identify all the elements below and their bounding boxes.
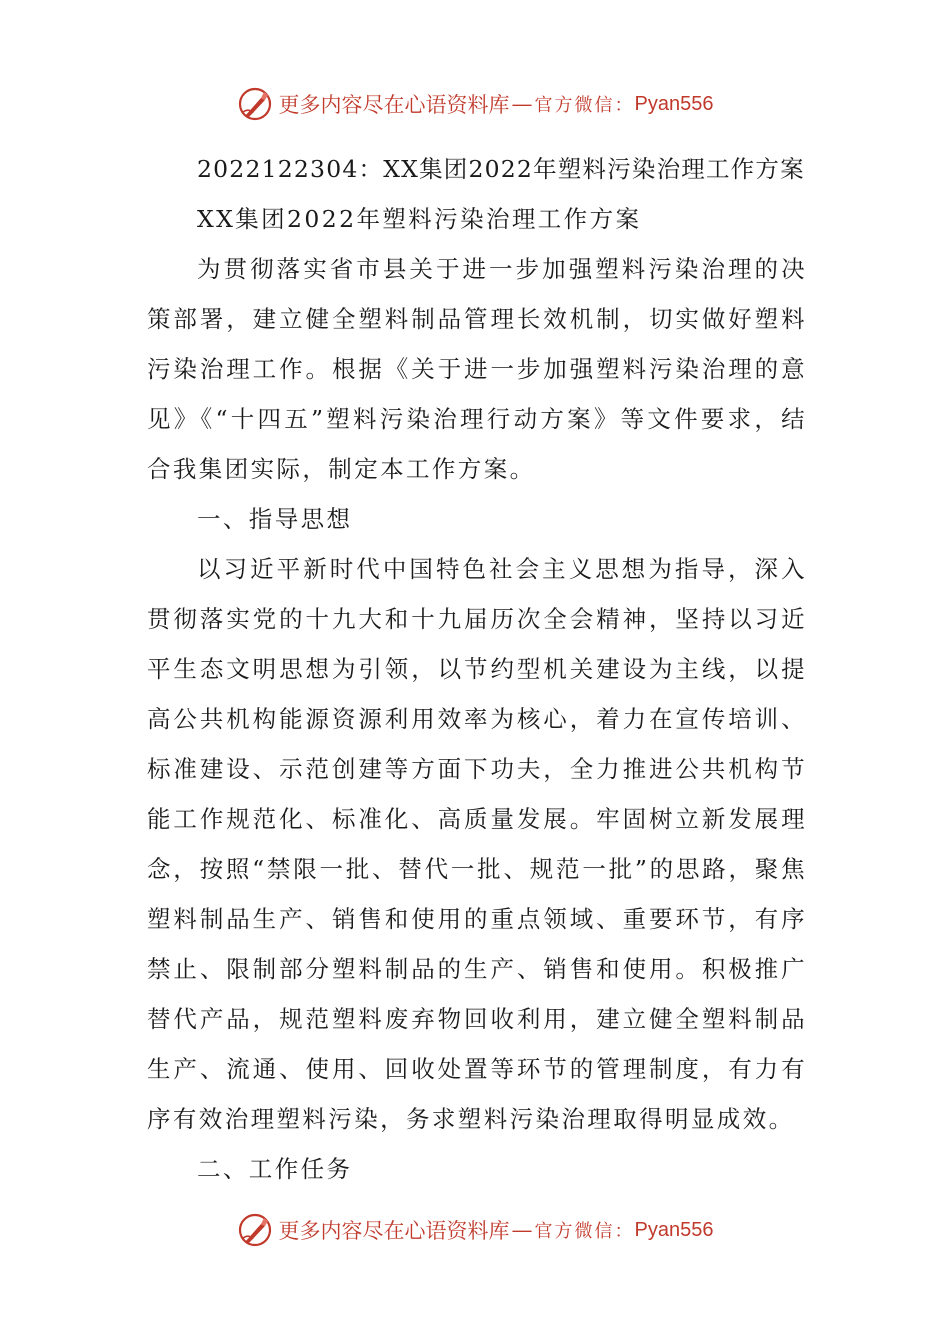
banner-brand: 更多内容尽在心语资料库 bbox=[278, 93, 510, 117]
section-heading-guiding-thought: 一、指导思想 bbox=[197, 505, 353, 533]
footer-banner-separator: — bbox=[511, 1218, 533, 1242]
pen-nib-logo-icon bbox=[237, 86, 273, 122]
banner-label: 官方微信： bbox=[534, 95, 635, 116]
intro-paragraph: 为贯彻落实省市县关于进一步加强塑料污染治理的决策部署，建立健全塑料制品管理长效机制，切实做好塑料污染治理工作。根据《关于进一步加强塑料污染治理的意见》《“十四五”塑料污染治理行动方案》等文件要求，结合我集团实际，制定本工作方案。 bbox=[147, 255, 807, 483]
section-body-guiding-thought: 以习近平新时代中国特色社会主义思想为指导，深入贯彻落实党的十九大和十九届历次全会精神，坚持以习近平生态文明思想为引领，以节约型机关建设为主线，以提高公共机构能源资源利用效率为核心，着力在宣传培训、标准建设、示范创建等方面下功夫，全力推进公共机构节能工作规范化、标准化、高质量发展。牢固树立新发展理念，按照“禁限一批、替代一批、规范一批”的思路，聚焦塑料制品生产、销售和使用的重点领域、重要环节，有序禁止、限制部分塑料制品的生产、销售和使用。积极推广替代产品，规范塑料废弃物回收利用，建立健全塑料制品生产、流通、使用、回收处置等环节的管理制度，有力有序有效治理塑料污染，务求塑料污染治理取得明显成效。 bbox=[147, 555, 807, 1133]
document-code-title: 2022122304：XX集团2022年塑料污染治理工作方案 bbox=[197, 155, 805, 183]
footer-banner-label: 官方微信： bbox=[534, 1221, 635, 1242]
footer-banner bbox=[0, 1210, 950, 1250]
banner-wechat-id: Pyan556 bbox=[634, 92, 714, 115]
footer-banner-brand: 更多内容尽在心语资料库 bbox=[278, 1219, 510, 1243]
document-title: XX集团2022年塑料污染治理工作方案 bbox=[197, 205, 642, 233]
header-banner bbox=[0, 84, 950, 124]
pen-nib-logo-icon bbox=[237, 1212, 273, 1248]
banner-separator: — bbox=[511, 92, 533, 116]
footer-banner-wechat-id: Pyan556 bbox=[634, 1218, 714, 1241]
section-heading-work-tasks: 二、工作任务 bbox=[197, 1155, 353, 1183]
document-body bbox=[147, 144, 807, 1194]
